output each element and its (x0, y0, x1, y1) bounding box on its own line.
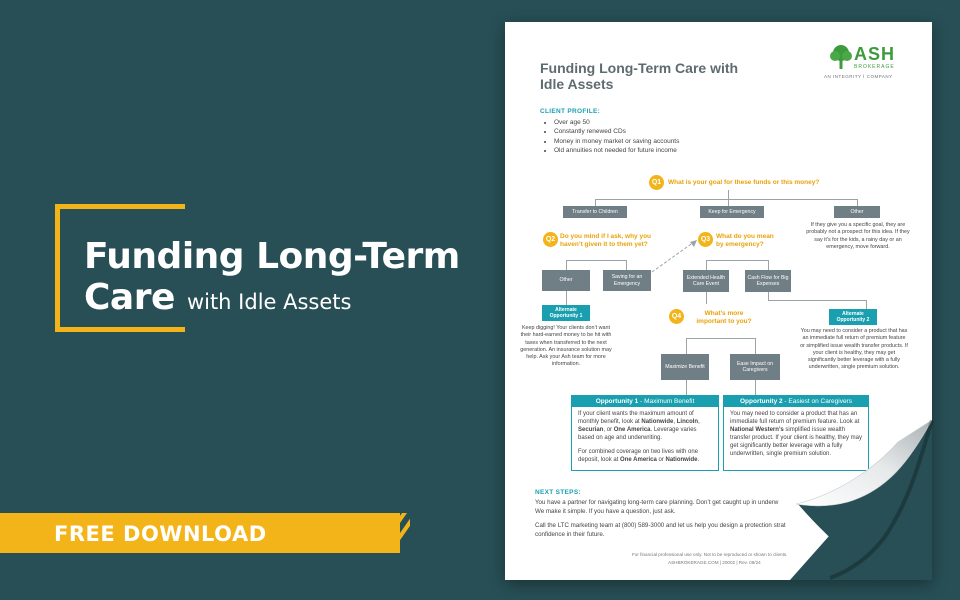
doc-title: Funding Long-Term Care with Idle Assets (540, 60, 739, 92)
dashed-arrow (650, 238, 700, 274)
next-steps-label: NEXT STEPS: (535, 489, 581, 496)
q2-option-other: Other (542, 270, 590, 291)
alt2-text: You may need to consider a product that has an immediate full return of premium feature or simplified issue wealth transfer products. If your client is healthy, they may get significantly better leverage with a fully underwritten, single premium solution. (800, 328, 908, 371)
logo-sub: BROKERAGE (854, 64, 895, 70)
next-line-2: We make it simple. If you have a question, just ask. (535, 508, 676, 515)
footer-disclaimer: For financial professional use only. Not to be reproduced or shown to clients. (632, 552, 788, 557)
connector (595, 199, 857, 200)
goal-keep-emergency: Keep for Emergency (700, 206, 764, 218)
hero-subtitle: with Idle Assets (186, 290, 352, 314)
logo-name: ASH (854, 44, 896, 64)
q3-badge: Q3 (698, 232, 713, 247)
next-line-4: confidence in their future. (535, 531, 605, 538)
footer-info: ASHBROKERAGE.COM | 20002 | Rev. 09/24 (668, 560, 761, 565)
q4-question: What’s more important to you? (696, 310, 752, 325)
opportunity-2-header: Opportunity 2 - Easiest on Caregivers (724, 396, 868, 407)
q2-question: Do you mind if I ask, why you haven’t given it to them yet? (560, 233, 652, 248)
goal-other: Other (834, 206, 880, 218)
hero-title-care: Care (84, 277, 175, 318)
goal-transfer-children: Transfer to Children (563, 206, 627, 218)
list-item: • Money in money market or saving accounts (554, 137, 679, 146)
banner-stripes (350, 513, 410, 553)
profile-list (540, 118, 679, 156)
q3-question: What do you mean by emergency? (716, 233, 774, 248)
profile-label: CLIENT PROFILE: (540, 108, 601, 115)
tree-icon (830, 44, 852, 70)
alt-opportunity-1: Alternate Opportunity 1 (542, 305, 590, 321)
q2-option-saving: Saving for an Emergency (603, 270, 651, 291)
q1-badge: Q1 (649, 175, 664, 190)
page-curl (790, 420, 935, 580)
opportunity-1-box (571, 395, 719, 471)
opportunity-2-body: You may need to consider a product that has an immediate full return of premium feature. Look at National Western’s simplified issue wealth transfer product. If your client is healthy, they may get significantly better leverage with a fully underwritten, single premium solution. (730, 411, 862, 457)
q4-badge: Q4 (669, 309, 684, 324)
ash-logo (824, 44, 905, 84)
q4-option-caregivers: Ease Impact on Caregivers (730, 354, 780, 380)
q2-badge: Q2 (543, 232, 558, 247)
free-download-button[interactable]: FREE DOWNLOAD (54, 522, 267, 546)
next-line-1: You have a partner for navigating long-term care planning. Don’t get caught up in underw (535, 499, 779, 506)
opportunity-1-body: If your client wants the maximum amount of monthly benefit, look at Nationwide, Lincoln, Securian, or One America. Leverage varies based on age and underwriting. For combined coverage on two lives with one deposit, look at One America or Nationwide. (578, 411, 700, 463)
q4-option-maximize: Maximize Benefit (661, 354, 709, 380)
other-note: If they give you a specific goal, they are probably not a prospect for this idea. If they say it’s for the kids, a rainy day or an emergency, move forward. (806, 222, 910, 250)
logo-tagline: AN INTEGRITY Ⅰ COMPANY (824, 74, 893, 79)
alt1-text: Keep digging! Your clients don’t want their hard-earned money to be hit with taxes when transferred to the next generation. An insurance solution may help. Ask your Ash team for more information. (520, 325, 612, 368)
opportunity-1-header: Opportunity 1 - Maximum Benefit (572, 396, 718, 407)
hero-title (84, 236, 460, 323)
alt-opportunity-2: Alternate Opportunity 2 (829, 309, 877, 325)
next-line-3: Call the LTC marketing team at (800) 589-3000 and let us help you design a protection strat (535, 522, 786, 529)
list-item: • Over age 50 (554, 118, 679, 127)
q3-option-cashflow: Cash Flow for Big Expenses (745, 270, 791, 292)
list-item: • Old annuities not needed for future income (554, 146, 679, 155)
list-item: • Constantly renewed CDs (554, 127, 679, 136)
hero-title-line1: Funding Long-Term (84, 236, 460, 277)
q3-option-health: Extended Health Care Event (683, 270, 729, 292)
q1-question: What is your goal for these funds or this money? (668, 179, 820, 186)
hero-title-line2 (84, 277, 460, 323)
